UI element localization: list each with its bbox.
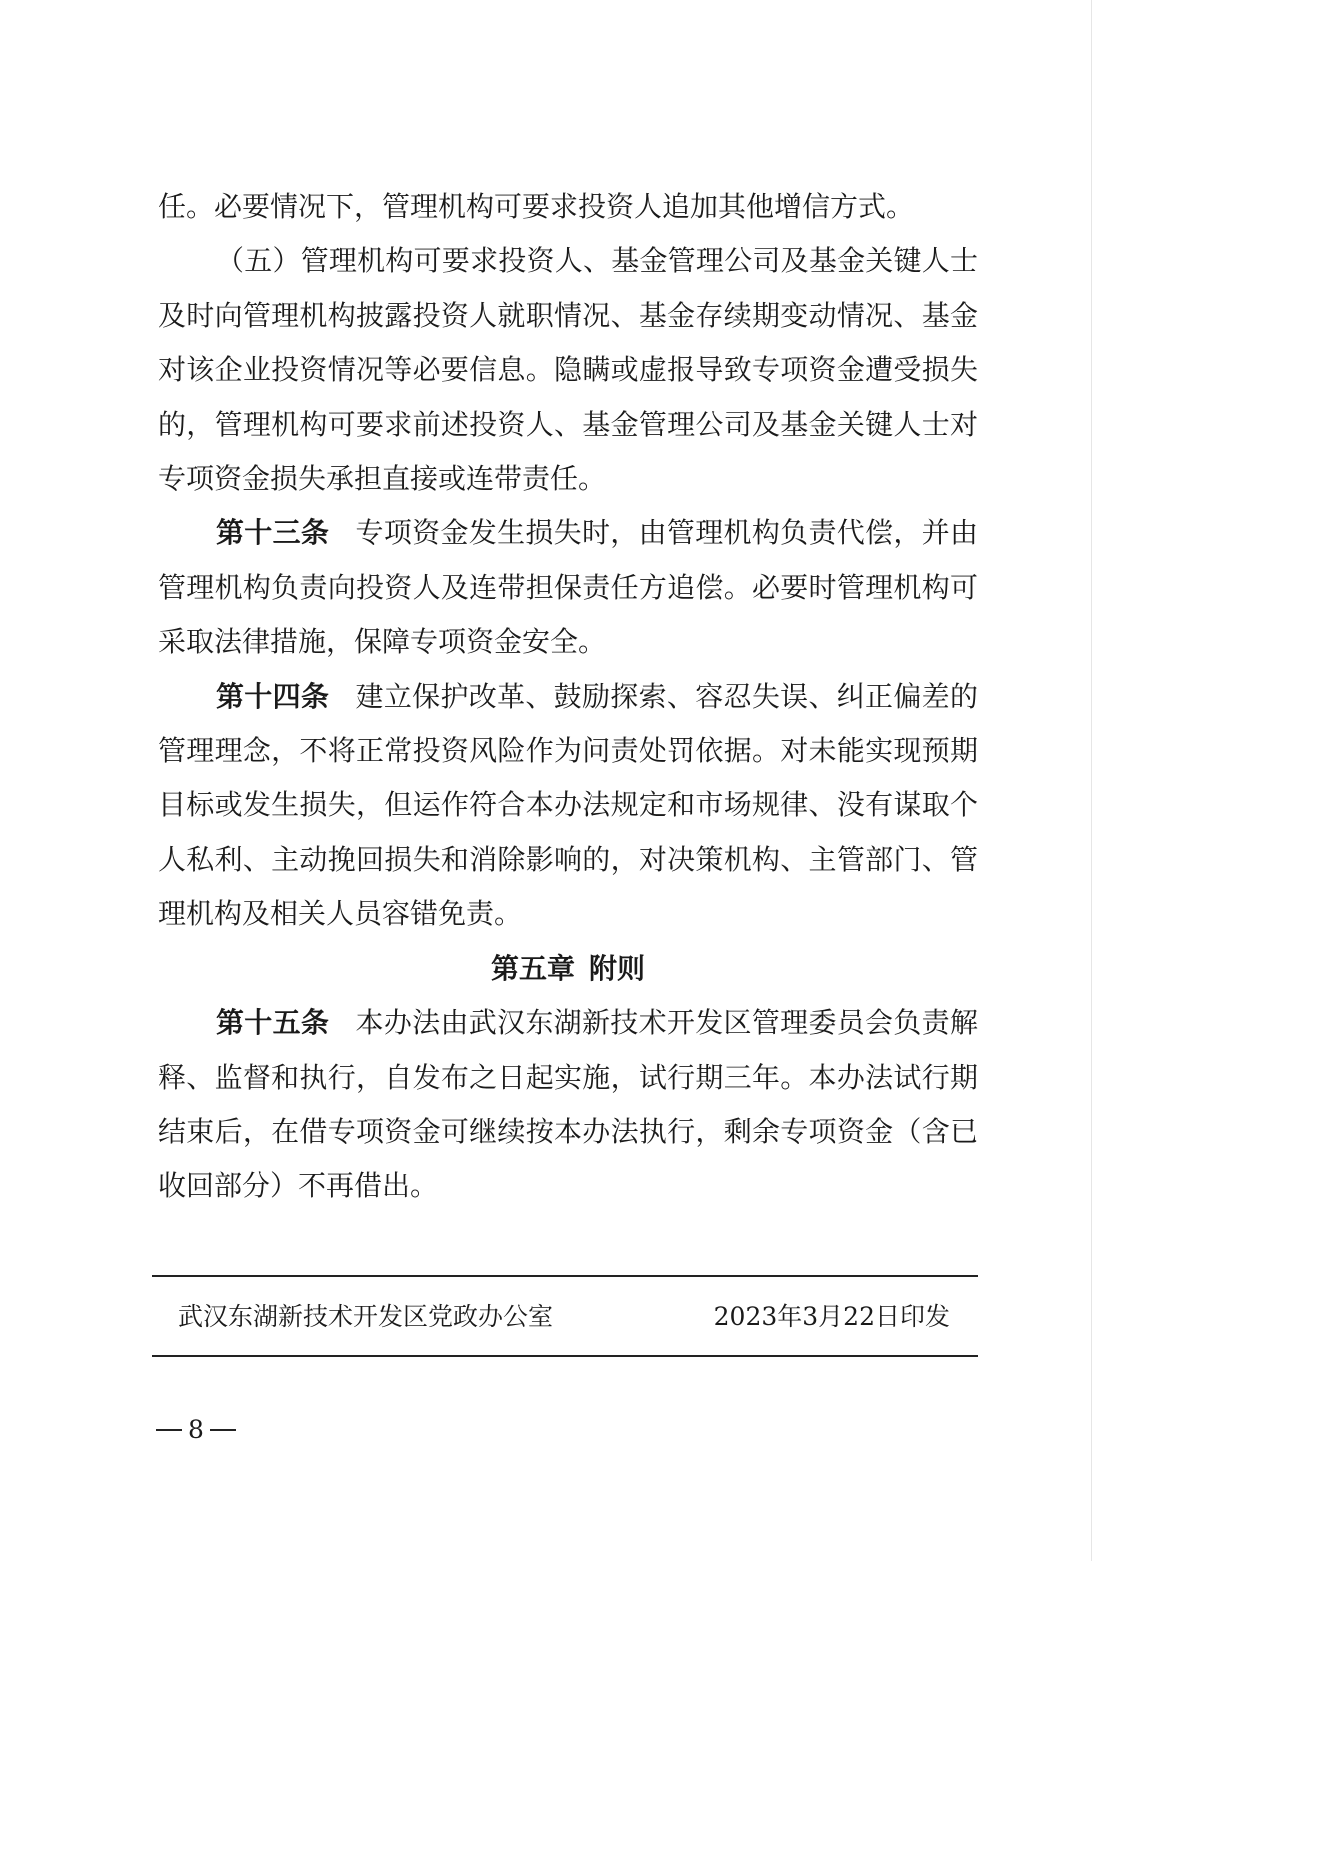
article-text: 建立保护改革、鼓励探索、容忍失误、纠正偏差的管理理念，不将正常投资风险作为问责处罚依据。对未能实现预期目标或发生损失，但运作符合本办法规定和市场规律、没有谋取个人私利、主动挽回损失和消除影响的，对决策机构、主管部门、管理机构及相关人员容错免责。 <box>158 679 978 931</box>
article-text: 本办法由武汉东湖新技术开发区管理委员会负责解释、监督和执行，自发布之日起实施，试行期三年。本办法试行期结束后，在借专项资金可继续按本办法执行，剩余专项资金（含已收回部分）不再借出。 <box>158 1006 978 1203</box>
issue-date: 2023年3月22日印发 <box>713 1302 950 1331</box>
paragraph-continuation <box>158 180 978 234</box>
issuance-footer <box>178 1296 950 1338</box>
page-number <box>150 1412 242 1448</box>
footer-bottom-rule <box>152 1355 978 1357</box>
article-15 <box>158 996 978 1214</box>
footer-top-rule <box>152 1275 978 1277</box>
article-label: 第十三条 <box>216 516 330 550</box>
chapter-title: 附则 <box>589 951 646 985</box>
chapter-number: 第五章 <box>490 951 575 985</box>
issuer-name: 武汉东湖新技术开发区党政办公室 <box>178 1302 554 1331</box>
article-text: 专项资金发生损失时，由管理机构负责代偿，并由管理机构负责向投资人及连带担保责任方追偿。必要时管理机构可采取法律措施，保障专项资金安全。 <box>158 516 978 659</box>
article-label: 第十四条 <box>216 679 330 713</box>
article-13 <box>158 506 978 669</box>
paragraph-item-five <box>158 234 978 506</box>
page-number-dash-right <box>210 1429 236 1431</box>
chapter-heading <box>158 942 978 996</box>
scan-edge-line <box>1091 0 1092 1561</box>
article-label: 第十五条 <box>216 1006 330 1040</box>
paragraph-text: （五）管理机构可要求投资人、基金管理公司及基金关键人士及时向管理机构披露投资人就职情况、基金存续期变动情况、基金对该企业投资情况等必要信息。隐瞒或虚报导致专项资金遭受损失的，管理机构可要求前述投资人、基金管理公司及基金关键人士对专项资金损失承担直接或连带责任。 <box>158 244 978 496</box>
article-14 <box>158 670 978 942</box>
page-number-value: 8 <box>188 1415 204 1444</box>
page-number-dash-left <box>156 1429 182 1431</box>
paragraph-text: 任。必要情况下，管理机构可要求投资人追加其他增信方式。 <box>158 190 915 223</box>
document-body <box>158 180 978 1214</box>
